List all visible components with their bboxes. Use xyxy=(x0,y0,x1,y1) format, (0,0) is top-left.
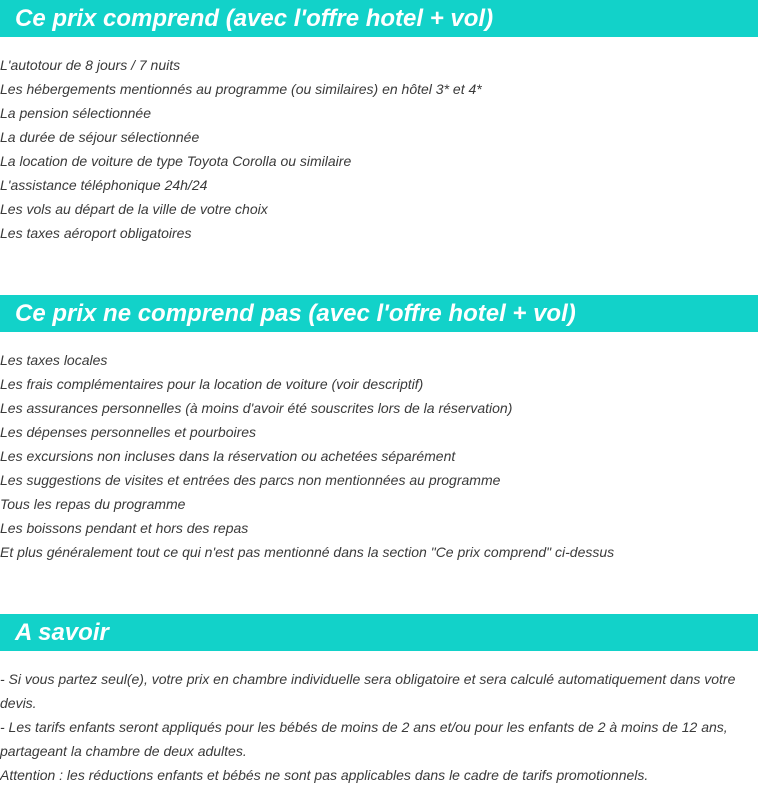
list-item: Les frais complémentaires pour la location de voiture (voir descriptif) xyxy=(0,376,424,392)
to-know-text xyxy=(0,667,752,787)
not-included-list xyxy=(0,348,614,564)
list-item: Les taxes locales xyxy=(0,352,108,368)
list-item: L'autotour de 8 jours / 7 nuits xyxy=(0,57,181,73)
list-item: Les assurances personnelles (à moins d'avoir été souscrites lors de la réservation) xyxy=(0,400,513,416)
list-item: Les suggestions de visites et entrées des parcs non mentionnées au programme xyxy=(0,472,501,488)
list-item: Et plus généralement tout ce qui n'est pas mentionné dans la section "Ce prix comprend" ci-dessus xyxy=(0,544,615,560)
list-item: Les taxes aéroport obligatoires xyxy=(0,225,192,241)
list-item: La durée de séjour sélectionnée xyxy=(0,129,200,145)
list-item: La pension sélectionnée xyxy=(0,105,152,121)
included-list xyxy=(0,53,482,245)
to-know-paragraph: - Si vous partez seul(e), votre prix en chambre individuelle sera obligatoire et sera calculé automatiquement dans votre devis. xyxy=(0,671,736,711)
to-know-paragraph: - Les tarifs enfants seront appliqués pour les bébés de moins de 2 ans et/ou pour les enfants de 2 à moins de 12 ans, partageant la chambre de deux adultes. xyxy=(0,719,728,759)
list-item: La location de voiture de type Toyota Corolla ou similaire xyxy=(0,153,352,169)
list-item: Les boissons pendant et hors des repas xyxy=(0,520,249,536)
to-know-paragraph: Attention : les réductions enfants et bébés ne sont pas applicables dans le cadre de tarifs promotionnels. xyxy=(0,767,649,783)
list-item: L'assistance téléphonique 24h/24 xyxy=(0,177,208,193)
list-item: Les hébergements mentionnés au programme (ou similaires) en hôtel 3* et 4* xyxy=(0,81,482,97)
list-item: Les excursions non incluses dans la réservation ou achetées séparément xyxy=(0,448,456,464)
list-item: Tous les repas du programme xyxy=(0,496,186,512)
list-item: Les dépenses personnelles et pourboires xyxy=(0,424,257,440)
to-know-section-title: A savoir xyxy=(0,614,758,651)
not-included-section-title: Ce prix ne comprend pas (avec l'offre hotel + vol) xyxy=(0,295,758,332)
included-section-title: Ce prix comprend (avec l'offre hotel + vol) xyxy=(0,0,758,37)
list-item: Les vols au départ de la ville de votre choix xyxy=(0,201,268,217)
